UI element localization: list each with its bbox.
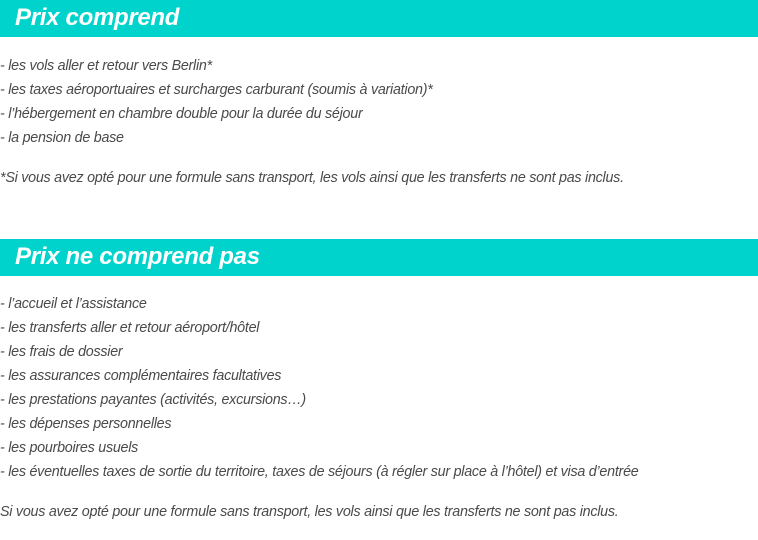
- included-section-header: [0, 0, 758, 37]
- list-item: - les dépenses personnelles: [0, 416, 172, 432]
- list-item: - les prestations payantes (activités, excursions…): [0, 392, 306, 408]
- list-item: - les vols aller et retour vers Berlin*: [0, 58, 212, 74]
- list-item: - l’hébergement en chambre double pour la durée du séjour: [0, 106, 363, 122]
- excluded-section-title: Prix ne comprend pas: [15, 243, 260, 270]
- excluded-footnote: Si vous avez opté pour une formule sans transport, les vols ainsi que les transferts ne sont pas inclus.: [0, 504, 619, 520]
- list-item: - les taxes aéroportuaires et surcharges carburant (soumis à variation)*: [0, 82, 433, 98]
- list-item: - la pension de base: [0, 130, 124, 146]
- list-item: - les éventuelles taxes de sortie du territoire, taxes de séjours (à régler sur place à l’hôtel) et visa d’entrée: [0, 464, 639, 480]
- list-item: - les pourboires usuels: [0, 440, 139, 456]
- list-item: - l’accueil et l’assistance: [0, 296, 147, 312]
- excluded-section-header: [0, 239, 758, 276]
- list-item: - les assurances complémentaires facultatives: [0, 368, 282, 384]
- included-footnote: *Si vous avez opté pour une formule sans transport, les vols ainsi que les transferts ne sont pas inclus.: [0, 170, 624, 186]
- included-items-list: [0, 54, 433, 150]
- excluded-items-list: [0, 292, 638, 484]
- included-section-title: Prix comprend: [15, 4, 180, 31]
- list-item: - les transferts aller et retour aéroport/hôtel: [0, 320, 260, 336]
- list-item: - les frais de dossier: [0, 344, 123, 360]
